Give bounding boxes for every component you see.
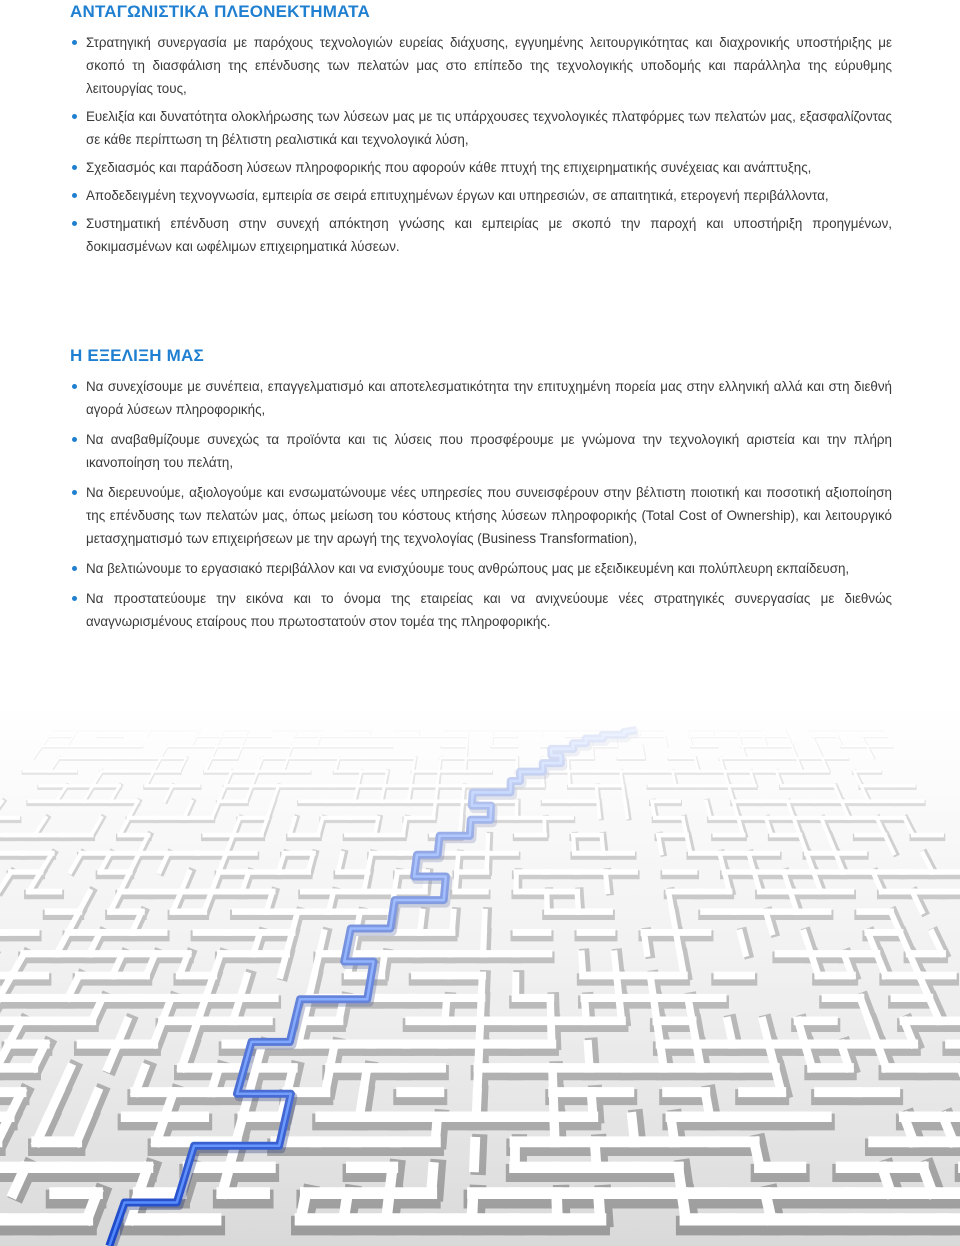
list-item-text: Να αναβαθμίζουμε συνεχώς τα προϊόντα και τις λύσεις που προσφέρουμε με γνώμονα την τεχνολογική αριστεία και την πλήρη ικανοποίηση του πελάτη, (86, 432, 892, 470)
bullet-icon (72, 221, 77, 226)
bullet-icon (72, 596, 77, 601)
bullet-icon (72, 490, 77, 495)
list-item-text: Αποδεδειγμένη τεχνογνωσία, εμπειρία σε σειρά επιτυχημένων έργων και υπηρεσιών, σε απαιτητικά, ετερογενή περιβάλλοντα, (86, 188, 829, 203)
list-item (70, 156, 892, 179)
bullet-icon (72, 40, 77, 45)
list-item (70, 31, 892, 100)
bullet-icon (72, 165, 77, 170)
competitive-advantages-section (70, 2, 892, 263)
list-item (70, 375, 892, 421)
list-item-text: Να βελτιώνουμε το εργασιακό περιβάλλον και να ενισχύουμε τους ανθρώπους μας με εξειδικευμένη και πολύπλευρη εκπαίδευση, (86, 561, 850, 576)
evolution-list (70, 375, 892, 633)
list-item-text: Σχεδιασμός και παράδοση λύσεων πληροφορικής που αφορούν κάθε πτυχή της επιχειρηματικής συνέχειας και ανάπτυξης, (86, 160, 812, 175)
list-item-text: Να διερευνούμε, αξιολογούμε και ενσωματώνουμε νέες υπηρεσίες που συνεισφέρουν στην βέλτιστη ποιοτική και ποσοτική αξιοποίηση της επένδυσης των πελατών μας, όπως μείωση του κόστους κτήσης λύσεων πληροφορικής (Total Cost of Ownership), και λειτουργικό μετασχηματισμό των επιχειρήσεων με την αρωγή της τεχνολογίας (Business Transformation), (86, 485, 892, 546)
list-item-text: Να προστατεύουμε την εικόνα και το όνομα της εταιρείας και να ανιχνεύουμε νέες στρατηγικές συνεργασίας με διεθνώς αναγνωρισμένους εταίρους που πρωτοστατούν στον τομέα της πληροφορικής. (86, 591, 892, 629)
competitive-advantages-list (70, 31, 892, 258)
list-item (70, 587, 892, 633)
list-item-text: Στρατηγική συνεργασία με παρόχους τεχνολογιών ευρείας διάχυσης, εγγυημένης λειτουργικότητας και διαχρονικής υποστήριξης με σκοπό τη διασφάλιση της επένδυσης των πελατών μας στο επίπεδο της τεχνολογικής υποδομής και παράλληλα της εύρυθμης λειτουργίας τους, (86, 35, 892, 96)
list-item (70, 481, 892, 550)
bullet-icon (72, 566, 77, 571)
bullet-icon (72, 437, 77, 442)
list-item (70, 212, 892, 258)
evolution-section (70, 346, 892, 640)
bullet-icon (72, 193, 77, 198)
evolution-heading: Η ΕΞΕΛΙΞΗ ΜΑΣ (70, 346, 204, 365)
list-item (70, 105, 892, 151)
list-item-text: Να συνεχίσουμε με συνέπεια, επαγγελματισμό και αποτελεσματικότητα την επιτυχημένη πορεία μας στην ελληνική αλλά και στη διεθνή αγορά λύσεων πληροφορικής, (86, 379, 892, 417)
competitive-advantages-heading: ΑΝΤΑΓΩΝΙΣΤΙΚΑ ΠΛΕΟΝΕΚΤΗΜΑΤΑ (70, 2, 370, 21)
list-item (70, 184, 892, 207)
bullet-icon (72, 114, 77, 119)
list-item (70, 428, 892, 474)
maze-illustration (0, 700, 960, 1246)
maze-fade-overlay (0, 700, 960, 1246)
bullet-icon (72, 384, 77, 389)
list-item-text: Ευελιξία και δυνατότητα ολοκλήρωσης των λύσεων μας με τις υπάρχουσες τεχνολογικές πλατφόρμες των πελατών μας, εξασφαλίζοντας σε κάθε περίπτωση τη βέλτιστη ρεαλιστικά και τεχνολογικά λύση, (86, 109, 892, 147)
list-item (70, 557, 892, 580)
list-item-text: Συστηματική επένδυση στην συνεχή απόκτηση γνώσης και εμπειρίας με σκοπό την παροχή και υποστήριξη προηγμένων, δοκιμασμένων και ωφέλιμων επιχειρηματικά λύσεων. (86, 216, 892, 254)
